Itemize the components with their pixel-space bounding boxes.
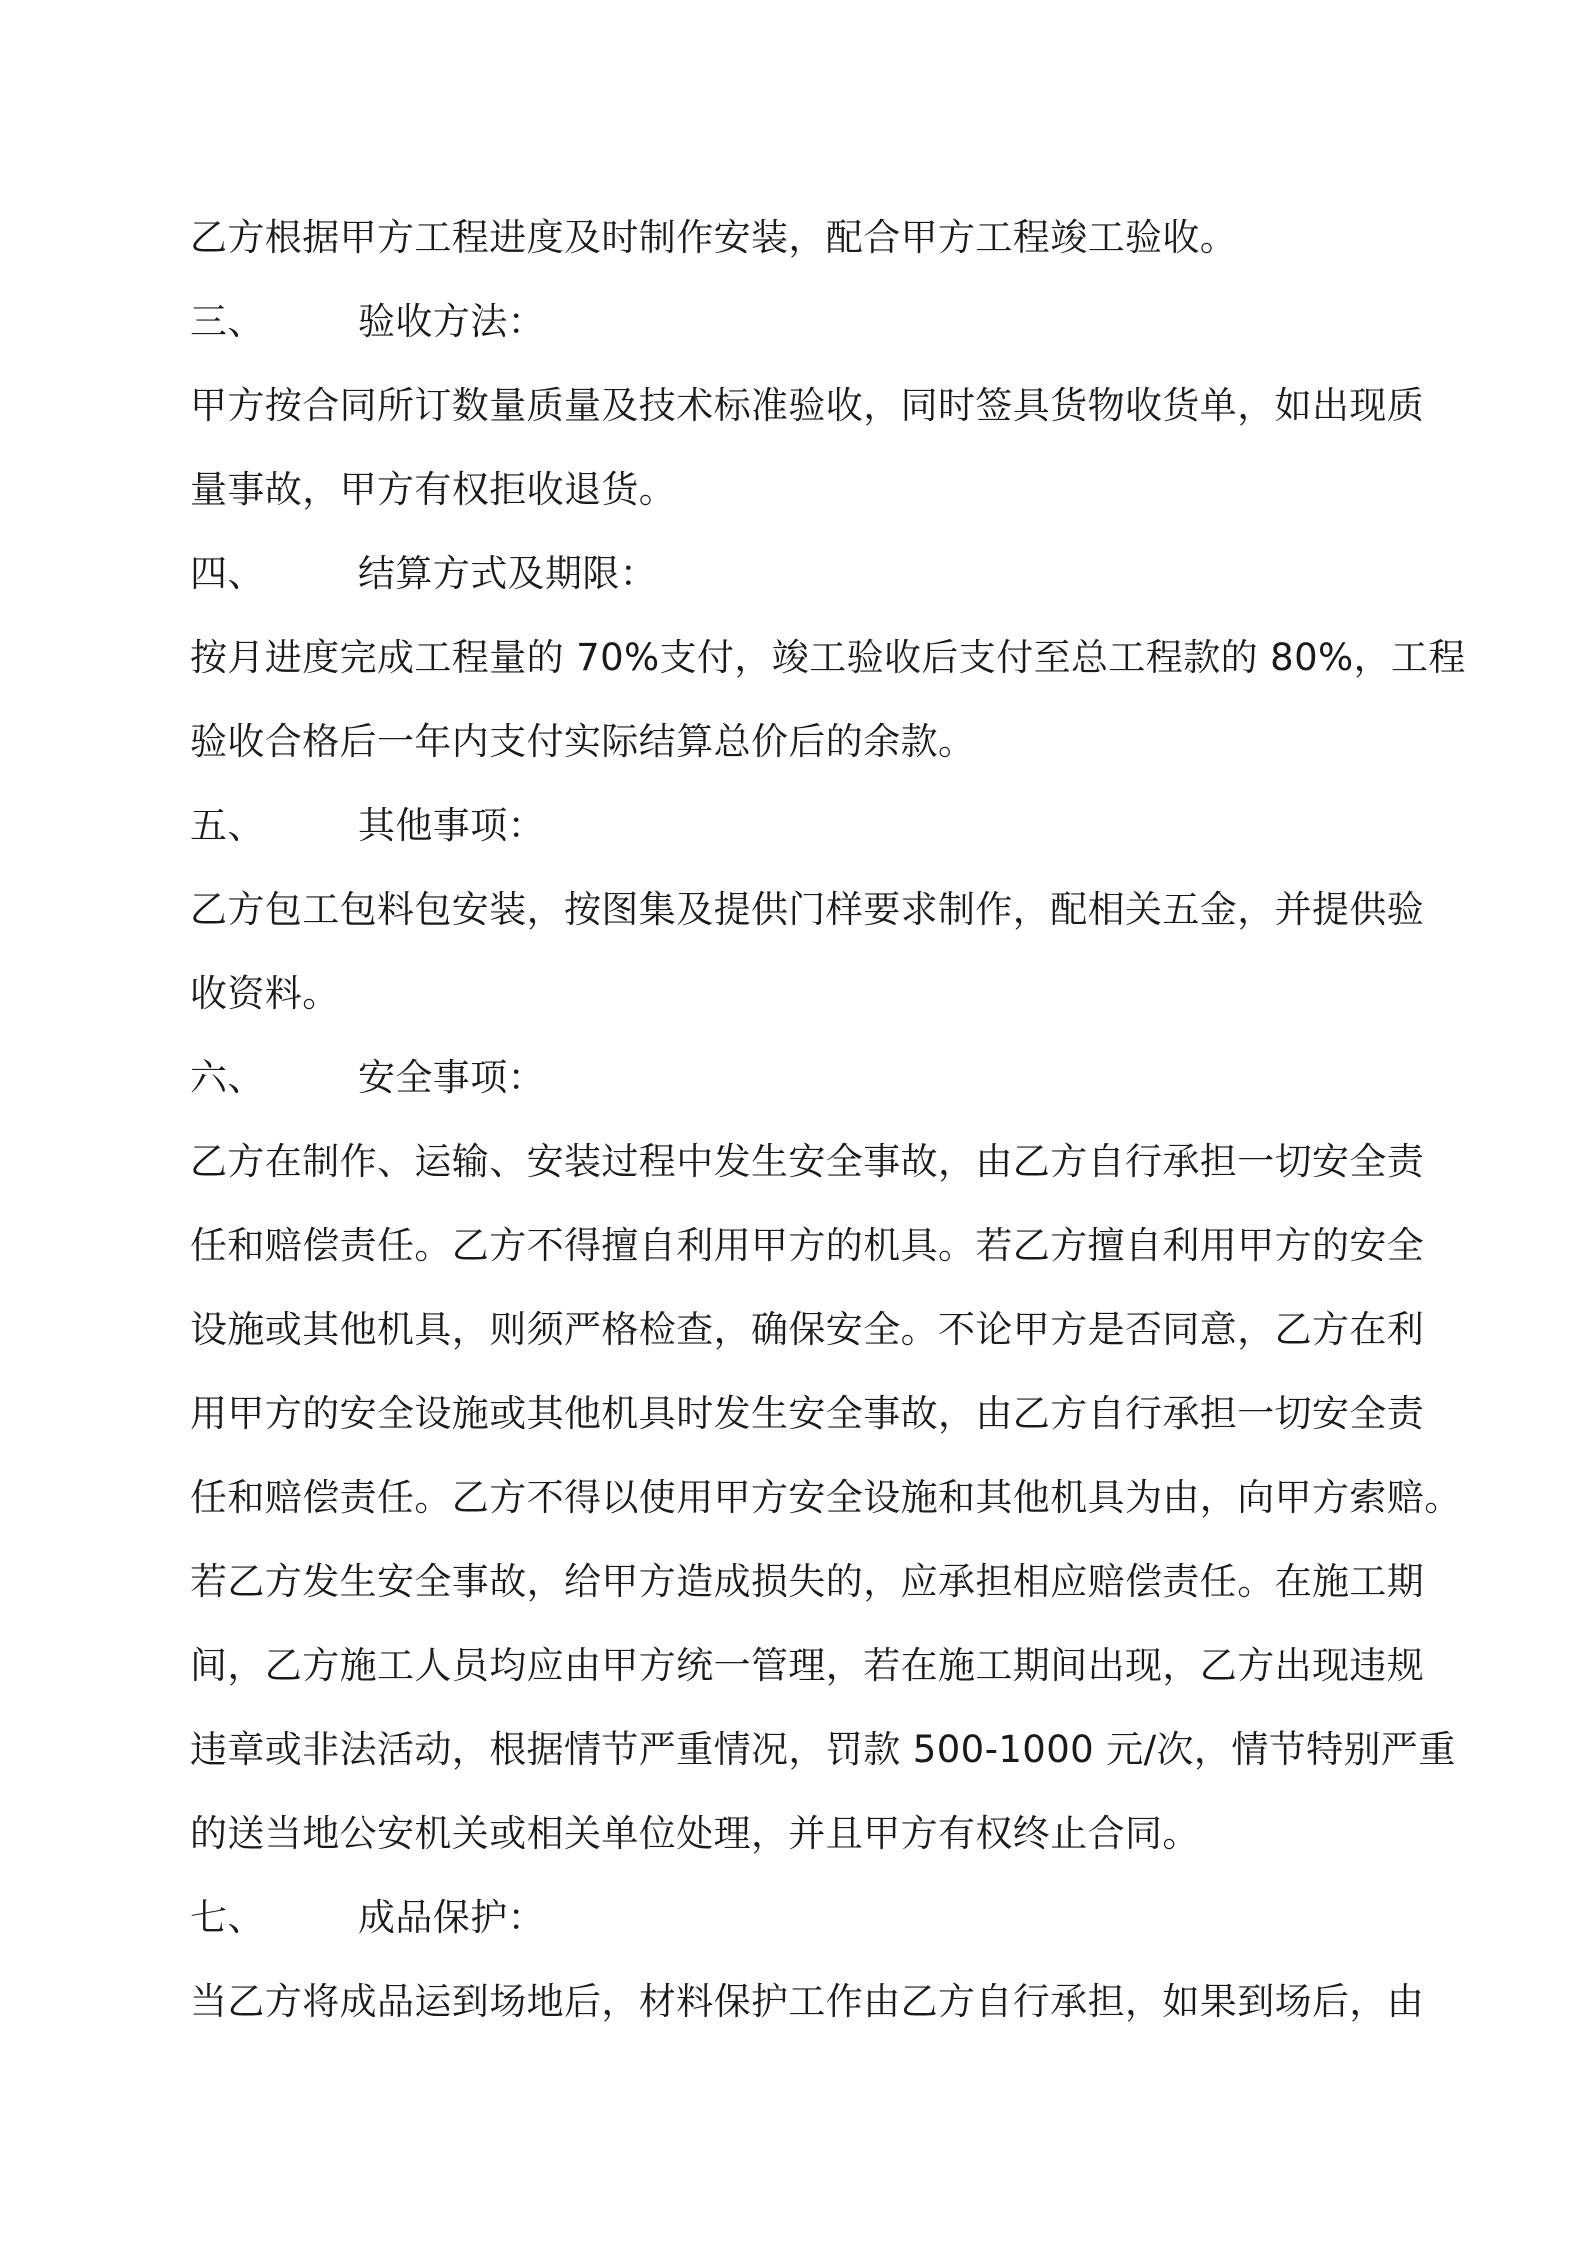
section-number: 四、 — [190, 552, 265, 595]
section-title: 验收方法： — [358, 300, 545, 343]
paragraph-line: 若乙方发生安全事故，给甲方造成损失的，应承担相应赔偿责任。在施工期 — [190, 1560, 1425, 1603]
paragraph-line: 间，乙方施工人员均应由甲方统一管理，若在施工期间出现，乙方出现违规 — [190, 1644, 1425, 1687]
paragraph-line: 甲方按合同所订数量质量及技术标准验收，同时签具货物收货单，如出现质 — [190, 384, 1425, 427]
paragraph-line: 用甲方的安全设施或其他机具时发生安全事故，由乙方自行承担一切安全责 — [190, 1392, 1425, 1435]
paragraph-line: 任和赔偿责任。乙方不得擅自利用甲方的机具。若乙方擅自利用甲方的安全 — [190, 1224, 1425, 1267]
paragraph-line: 的送当地公安机关或相关单位处理，并且甲方有权终止合同。 — [190, 1812, 1200, 1855]
paragraph-line: 设施或其他机具，则须严格检查，确保安全。不论甲方是否同意，乙方在利 — [190, 1308, 1425, 1351]
paragraph-line: 乙方根据甲方工程进度及时制作安装，配合甲方工程竣工验收。 — [190, 216, 1238, 259]
paragraph-line: 乙方包工包料包安装，按图集及提供门样要求制作，配相关五金，并提供验 — [190, 888, 1425, 931]
section-number: 六、 — [190, 1056, 265, 1099]
paragraph-line: 任和赔偿责任。乙方不得以使用甲方安全设施和其他机具为由，向甲方索赔。 — [190, 1476, 1462, 1519]
section-title: 安全事项： — [358, 1056, 545, 1099]
paragraph-line: 量事故，甲方有权拒收退货。 — [190, 468, 677, 511]
section-title: 成品保护： — [358, 1896, 545, 1939]
document-body — [190, 196, 1466, 2044]
section-heading-6 — [190, 1036, 1440, 1120]
section-number: 五、 — [190, 804, 265, 847]
paragraph-line: 验收合格后一年内支付实际结算总价后的余款。 — [190, 720, 976, 763]
section-number: 七、 — [190, 1896, 265, 1939]
section-heading-4 — [190, 532, 1440, 616]
section-heading-3 — [190, 280, 1440, 364]
paragraph-line: 按月进度完成工程量的 70%支付，竣工验收后支付至总工程款的 80%，工程 — [190, 636, 1466, 679]
paragraph-line: 违章或非法活动，根据情节严重情况，罚款 500-1000 元/次，情节特别严重 — [190, 1728, 1456, 1771]
section-title: 结算方式及期限： — [358, 552, 658, 595]
section-title: 其他事项： — [358, 804, 545, 847]
paragraph-line: 乙方在制作、运输、安装过程中发生安全事故，由乙方自行承担一切安全责 — [190, 1140, 1425, 1183]
section-heading-5 — [190, 784, 1440, 868]
paragraph-line: 收资料。 — [190, 972, 340, 1015]
paragraph-line: 当乙方将成品运到场地后，材料保护工作由乙方自行承担，如果到场后，由 — [190, 1980, 1425, 2023]
section-number: 三、 — [190, 300, 265, 343]
section-heading-7 — [190, 1876, 1440, 1960]
